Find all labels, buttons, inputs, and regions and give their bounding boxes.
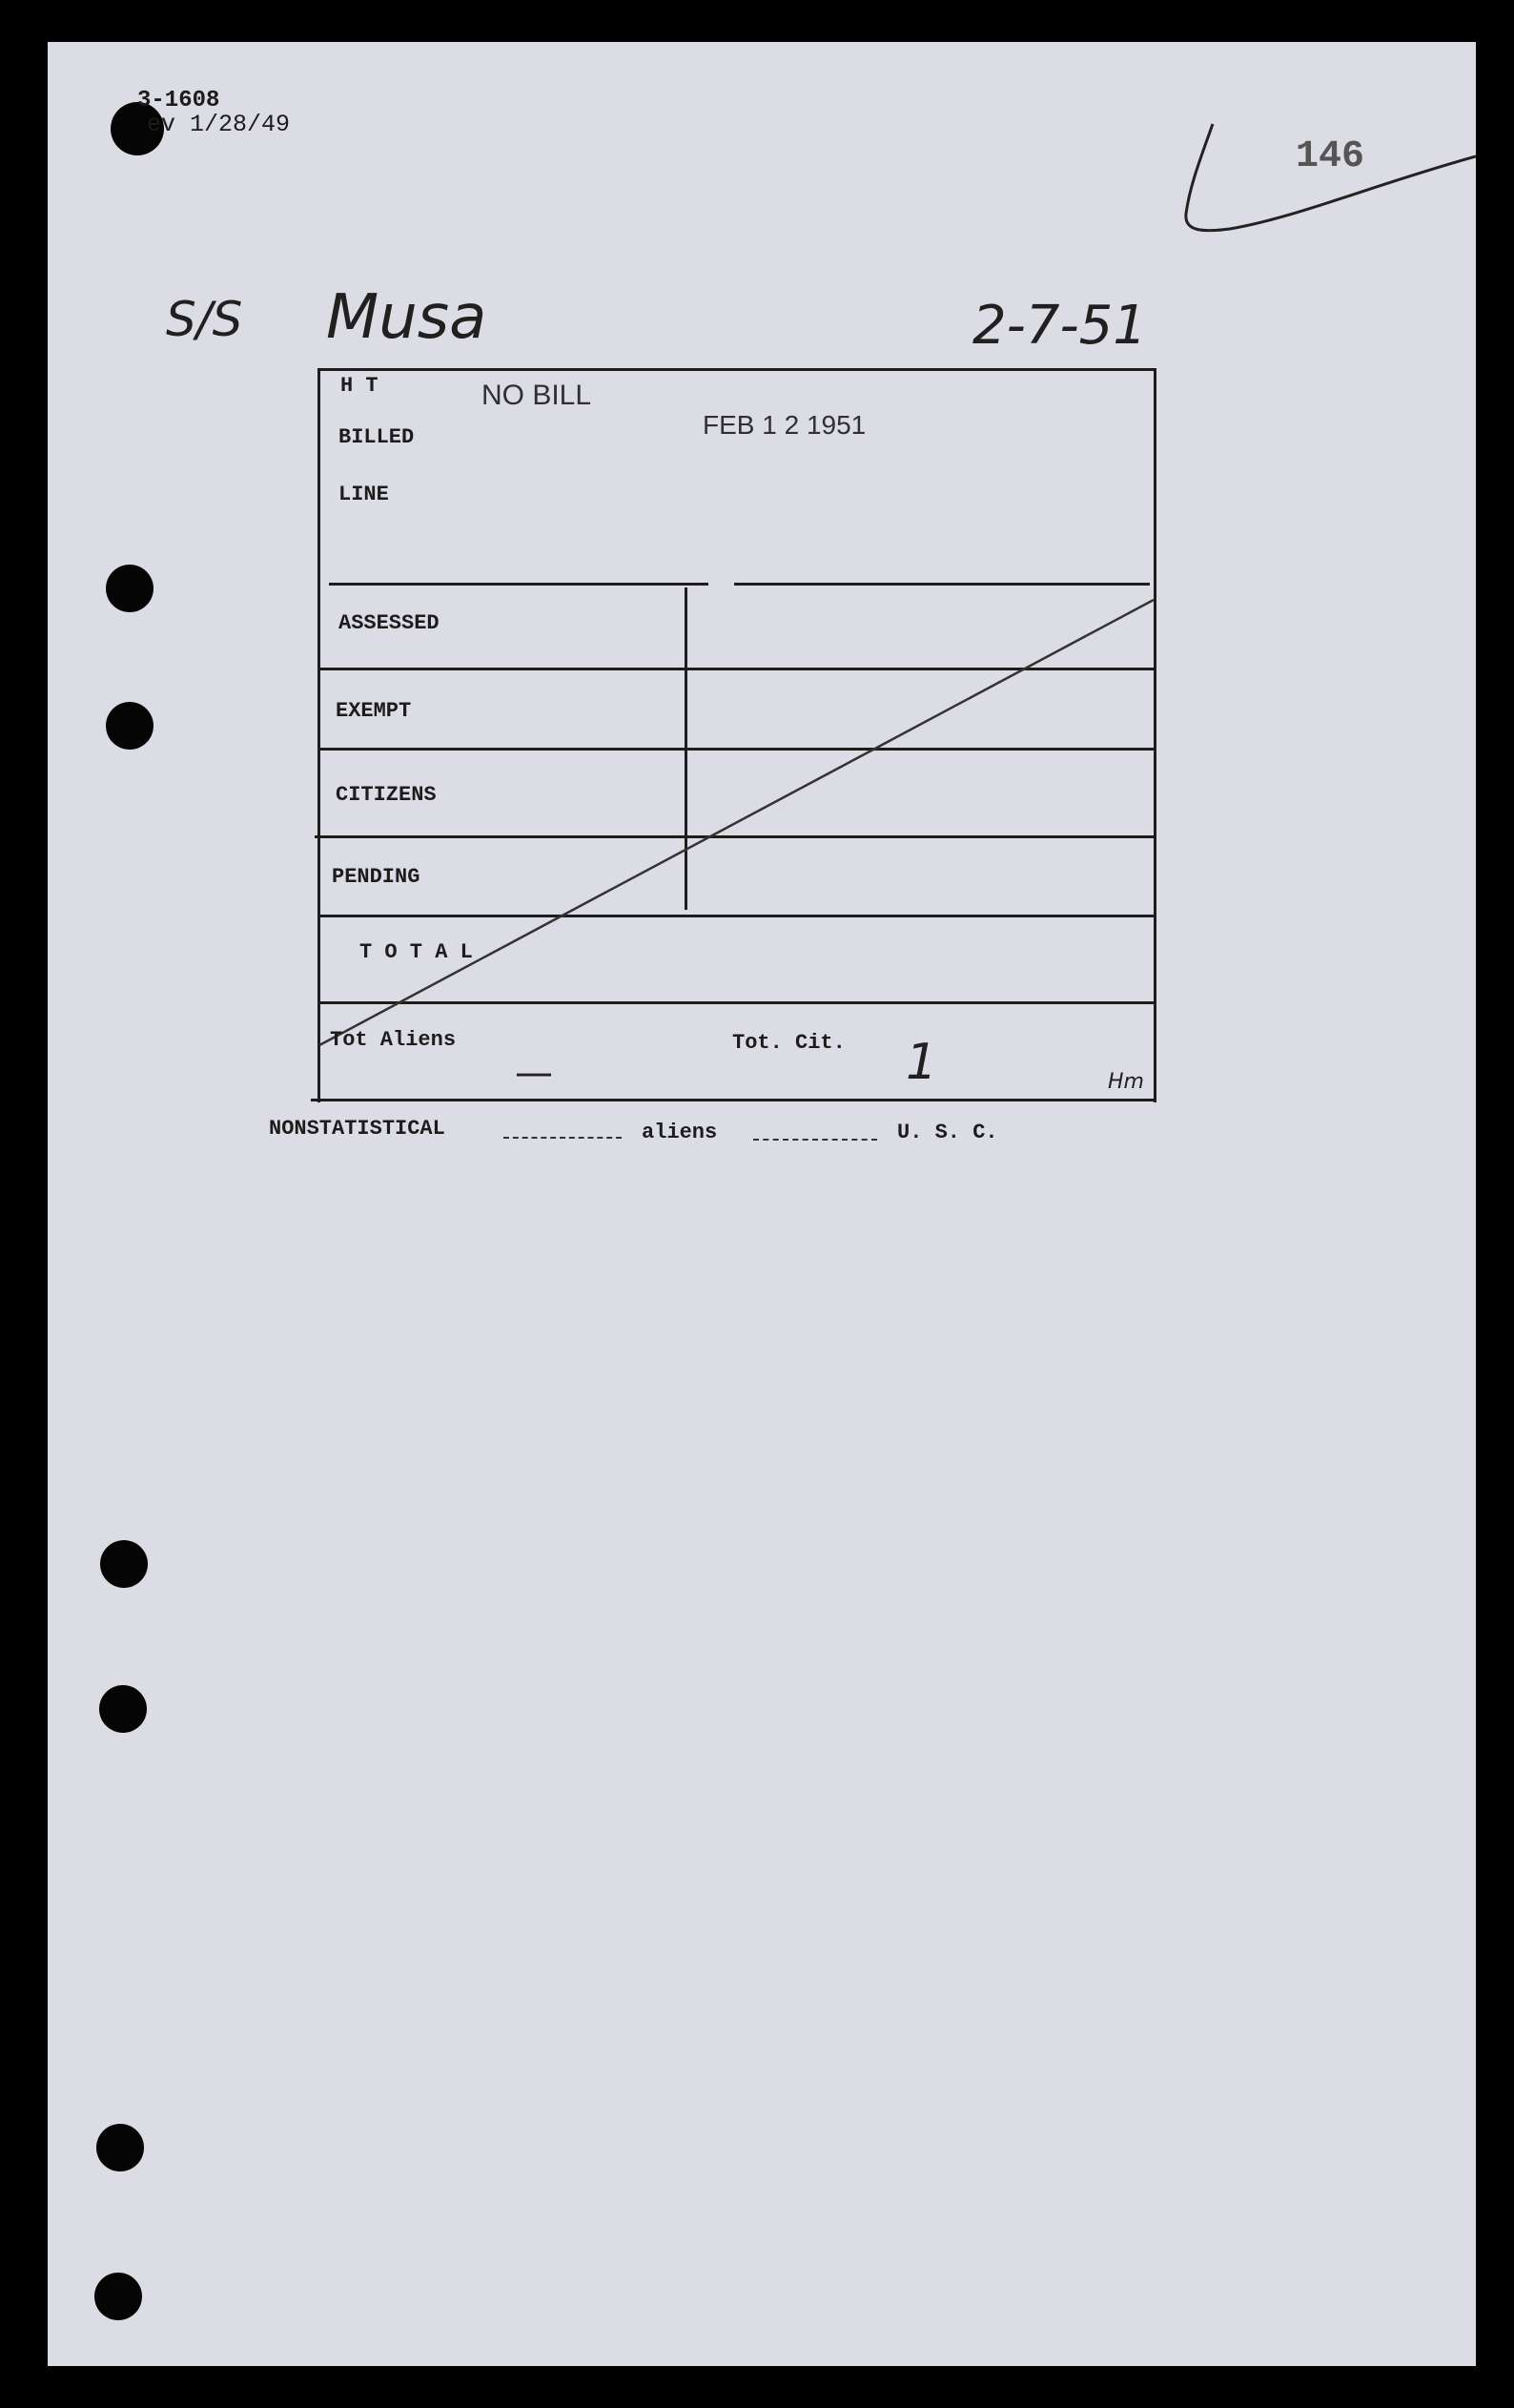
cross-out-line [315,595,1158,1053]
aliens-blank [753,1139,877,1141]
vessel-name: Musa [326,282,487,353]
vessel-date: 2-7-51 [972,295,1147,357]
clerk-initials: Hm [1108,1070,1144,1094]
tot-aliens-label: Tot Aliens [330,1028,457,1052]
pending-label: PENDING [332,865,420,889]
citizens-label: CITIZENS [336,783,437,807]
billed-label: BILLED [338,425,415,449]
total-label: T O T A L [359,940,473,964]
box-top-border [317,368,1156,371]
punch-hole [94,2273,142,2320]
vessel-prefix: S/S [166,292,243,347]
form-revision: ev 1/28/49 [147,111,291,138]
ht-label: H T [340,374,378,398]
usc-label: U. S. C. [897,1121,998,1144]
header-divider [329,583,708,586]
form-number: 3-1608 [137,88,220,113]
exempt-label: EXEMPT [336,699,412,723]
assessed-label: ASSESSED [338,611,440,635]
tot-aliens-value: — [515,1051,553,1095]
punch-hole [99,1685,147,1733]
box-bottom-border [311,1099,1156,1101]
punch-hole [106,565,153,612]
aliens-label: aliens [642,1121,718,1144]
tot-cit-value: 1 [906,1034,938,1091]
punch-hole [100,1540,148,1588]
punch-hole [96,2124,144,2171]
no-bill-stamp: NO BILL [481,380,592,411]
check-mark [1173,118,1476,242]
nonstatistical-label: NONSTATISTICAL [269,1117,445,1141]
document-page [48,42,1476,2366]
header-divider [734,583,1150,586]
tot-cit-label: Tot. Cit. [732,1031,846,1055]
page-number: 146 [1296,135,1365,178]
received-date-stamp: FEB 1 2 1951 [703,410,867,440]
line-label: LINE [338,483,389,506]
punch-hole [106,702,153,750]
nonstatistical-blank [503,1137,622,1139]
